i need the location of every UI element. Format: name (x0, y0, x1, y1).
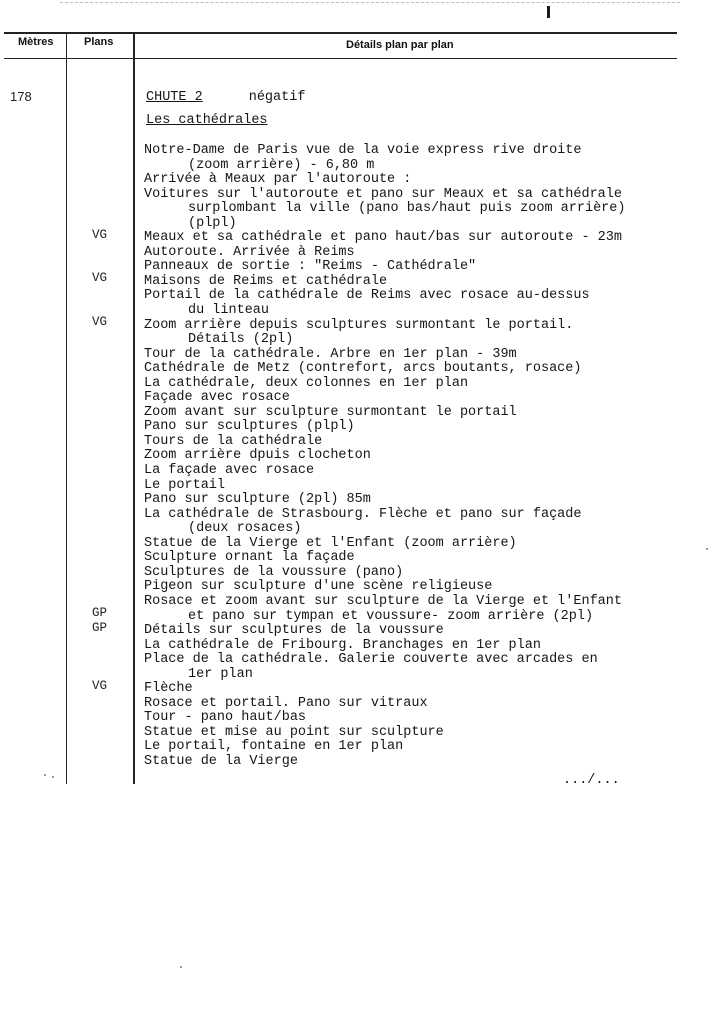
shot-line: Le portail, fontaine en 1er plan (144, 739, 404, 755)
shot-line: Pano sur sculpture (2pl) 85m (144, 492, 371, 508)
shot-line: Sculptures de la voussure (pano) (144, 564, 404, 580)
section-title: Les cathédrales (146, 113, 268, 128)
shot-line: Arrivée à Meaux par l'autoroute : (144, 172, 412, 188)
column-divider-plans (133, 32, 135, 784)
plan-code: GP (92, 620, 108, 635)
shot-line: Meaux et sa cathédrale et pano haut/bas sur autoroute - 23m (144, 230, 622, 246)
shot-line: (plpl) (188, 215, 237, 231)
shot-line: Détails (2pl) (188, 332, 294, 348)
shot-line: Tour - pano haut/bas (144, 710, 307, 726)
shot-line: Pano sur sculptures (plpl) (144, 419, 355, 435)
scan-artifact-line (60, 2, 680, 3)
plan-code: VG (92, 678, 108, 693)
scan-dot (706, 548, 708, 550)
shot-line: Panneaux de sortie : "Reims - Cathédrale" (144, 259, 477, 275)
shot-line: du linteau (188, 303, 270, 319)
shot-line: Voitures sur l'autoroute et pano sur Meaux et sa cathédrale (144, 186, 622, 202)
shot-line: Statue de la Vierge (144, 753, 298, 769)
shot-line: Zoom arrière dpuis clocheton (144, 448, 371, 464)
shot-line: Autoroute. Arrivée à Reims (144, 244, 355, 260)
shot-line: Façade avec rosace (144, 390, 290, 406)
shot-line: Place de la cathédrale. Galerie couverte avec arcades en (144, 652, 598, 668)
table-header-rule (4, 58, 677, 59)
shot-line: La cathédrale, deux colonnes en 1er plan (144, 375, 469, 391)
shot-line: Zoom arrière depuis sculptures surmontant le portail. (144, 317, 574, 333)
continuation-marker: .../... (563, 773, 620, 788)
scan-artifact-mark (547, 6, 550, 18)
shot-line: (zoom arrière) - 6,80 m (188, 157, 375, 173)
shot-line: et pano sur tympan et voussure- zoom arrière (2pl) (188, 608, 594, 624)
header-details: Détails plan par plan (346, 39, 454, 51)
table-top-rule (4, 32, 677, 34)
scan-dot (52, 776, 54, 778)
shot-line: Notre-Dame de Paris vue de la voie express rive droite (144, 143, 582, 158)
shot-line: surplombant la ville (pano bas/haut puis zoom arrière) (188, 201, 626, 217)
header-plans: Plans (84, 36, 114, 48)
plan-code: GP (92, 605, 108, 620)
shot-line: Cathédrale de Metz (contrefort, arcs boutants, rosace) (144, 361, 582, 377)
shot-line: Sculpture ornant la façade (144, 550, 355, 566)
shot-line: Flèche (144, 681, 193, 697)
shot-line: Le portail (144, 477, 226, 493)
shot-line: Tour de la cathédrale. Arbre en 1er plan - 39m (144, 346, 517, 362)
plan-code: VG (92, 271, 108, 286)
header-metres: Mètres (18, 36, 54, 48)
shot-line: Pigeon sur sculpture d'une scène religieuse (144, 579, 493, 595)
shot-line: Zoom avant sur sculpture surmontant le portail (144, 404, 517, 420)
shot-line: Portail de la cathédrale de Reims avec rosace au-dessus (144, 288, 590, 304)
shot-line: Rosace et zoom avant sur sculpture de la Vierge et l'Enfant (144, 593, 622, 609)
shot-line: Détails sur sculptures de la voussure (144, 623, 444, 639)
scan-dot (44, 774, 46, 776)
shot-line: Statue et mise au point sur sculpture (144, 724, 444, 740)
shot-line: La cathédrale de Fribourg. Branchages en 1er plan (144, 637, 541, 653)
column-divider-metres (66, 32, 67, 784)
shot-line: 1er plan (188, 666, 253, 682)
chute-label: CHUTE 2 (146, 90, 203, 105)
shot-line: Maisons de Reims et cathédrale (144, 273, 388, 289)
plan-code: VG (92, 227, 108, 242)
shot-line: Tours de la cathédrale (144, 433, 323, 449)
plan-code: VG (92, 314, 108, 329)
metres-value: 178 (10, 89, 32, 104)
shot-list (144, 144, 669, 770)
shot-line: Statue de la Vierge et l'Enfant (zoom arrière) (144, 535, 517, 551)
scan-dot (180, 966, 182, 968)
chute-type: négatif (248, 90, 306, 105)
shot-line: (deux rosaces) (188, 521, 302, 537)
shot-line: Rosace et portail. Pano sur vitraux (144, 695, 428, 711)
chute-line (146, 90, 305, 105)
shot-line: La cathédrale de Strasbourg. Flèche et pano sur façade (144, 506, 582, 522)
shot-line: La façade avec rosace (144, 463, 315, 479)
